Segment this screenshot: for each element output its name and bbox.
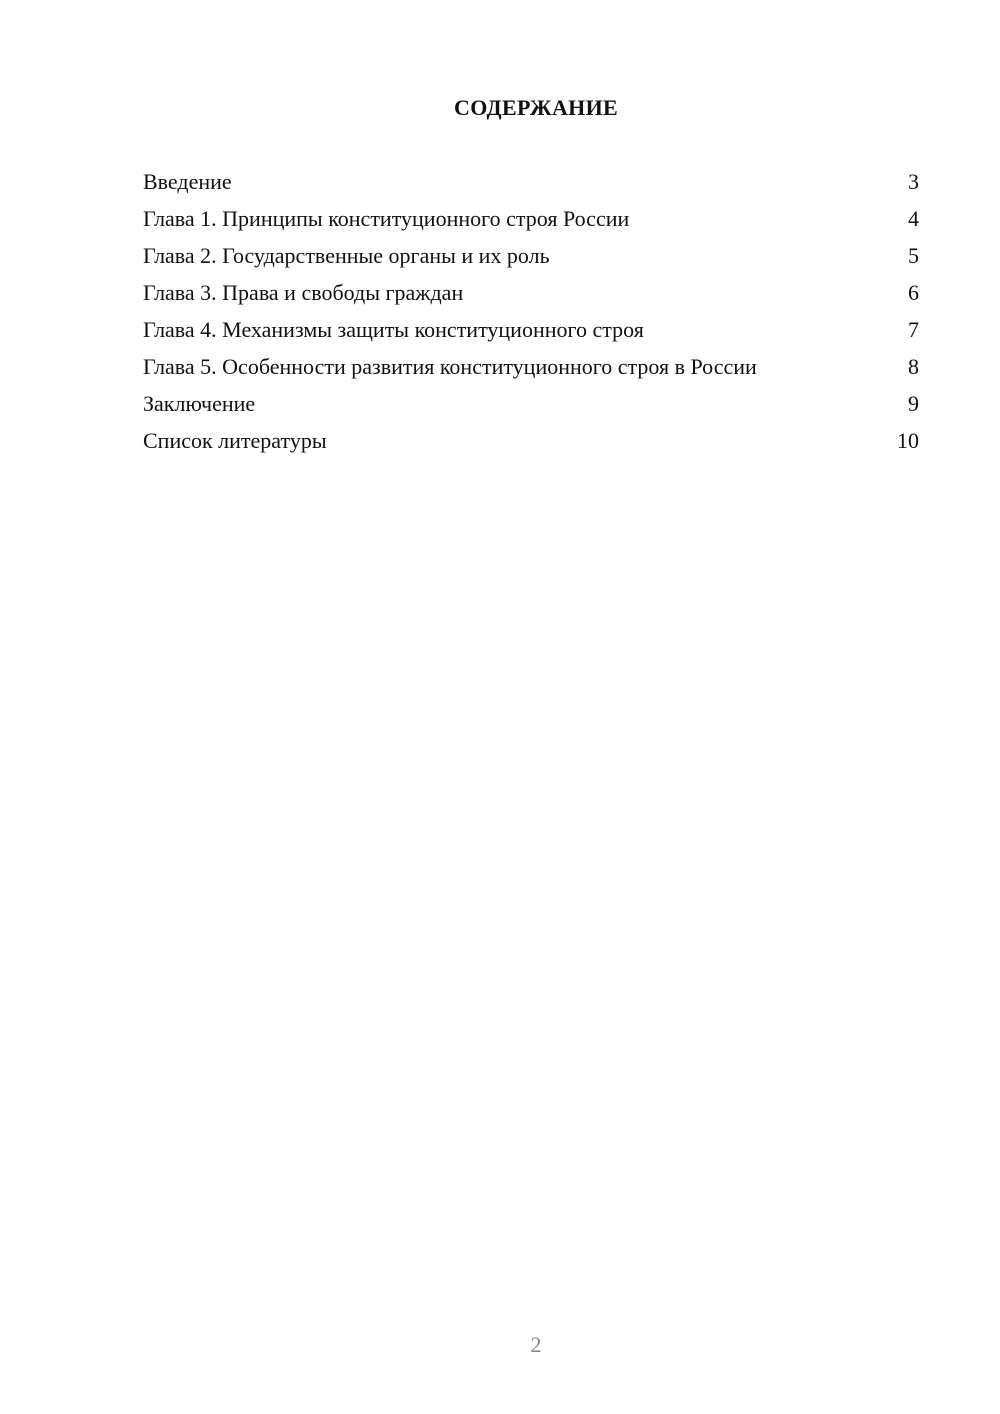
toc-entry-title: Глава 1. Принципы конституционного строя России [143,206,630,231]
toc-entry-introduction [143,168,919,196]
toc-entry-title: Введение [143,169,232,194]
toc-entry-title: Глава 5. Особенности развития конституционного строя в России [143,354,757,379]
toc-entry-page: 10 [897,428,919,453]
toc-entry-page: 7 [908,317,919,342]
toc-entry-bibliography [143,427,919,455]
toc-entry-page: 5 [908,243,919,268]
toc-entry-title: Список литературы [143,428,327,453]
toc-entry-conclusion [143,390,919,418]
toc-entry-chapter-1 [143,205,919,233]
toc-entry-title: Глава 4. Механизмы защиты конституционного строя [143,317,644,342]
toc-entry-title: Глава 3. Права и свободы граждан [143,280,464,305]
toc-entry-chapter-3 [143,279,919,307]
toc-entry-chapter-2 [143,242,919,270]
toc-title: СОДЕРЖАНИЕ [454,95,618,120]
toc-entry-title: Заключение [143,391,256,416]
page-number: 2 [530,1332,542,1357]
toc-entry-page: 9 [908,391,919,416]
table-of-contents [143,168,919,464]
toc-entry-page: 8 [908,354,919,379]
toc-entry-page: 6 [908,280,919,305]
toc-entry-title: Глава 2. Государственные органы и их роль [143,243,550,268]
toc-entry-chapter-5 [143,353,919,381]
toc-entry-page: 4 [908,206,919,231]
toc-entry-page: 3 [908,169,919,194]
toc-entry-chapter-4 [143,316,919,344]
